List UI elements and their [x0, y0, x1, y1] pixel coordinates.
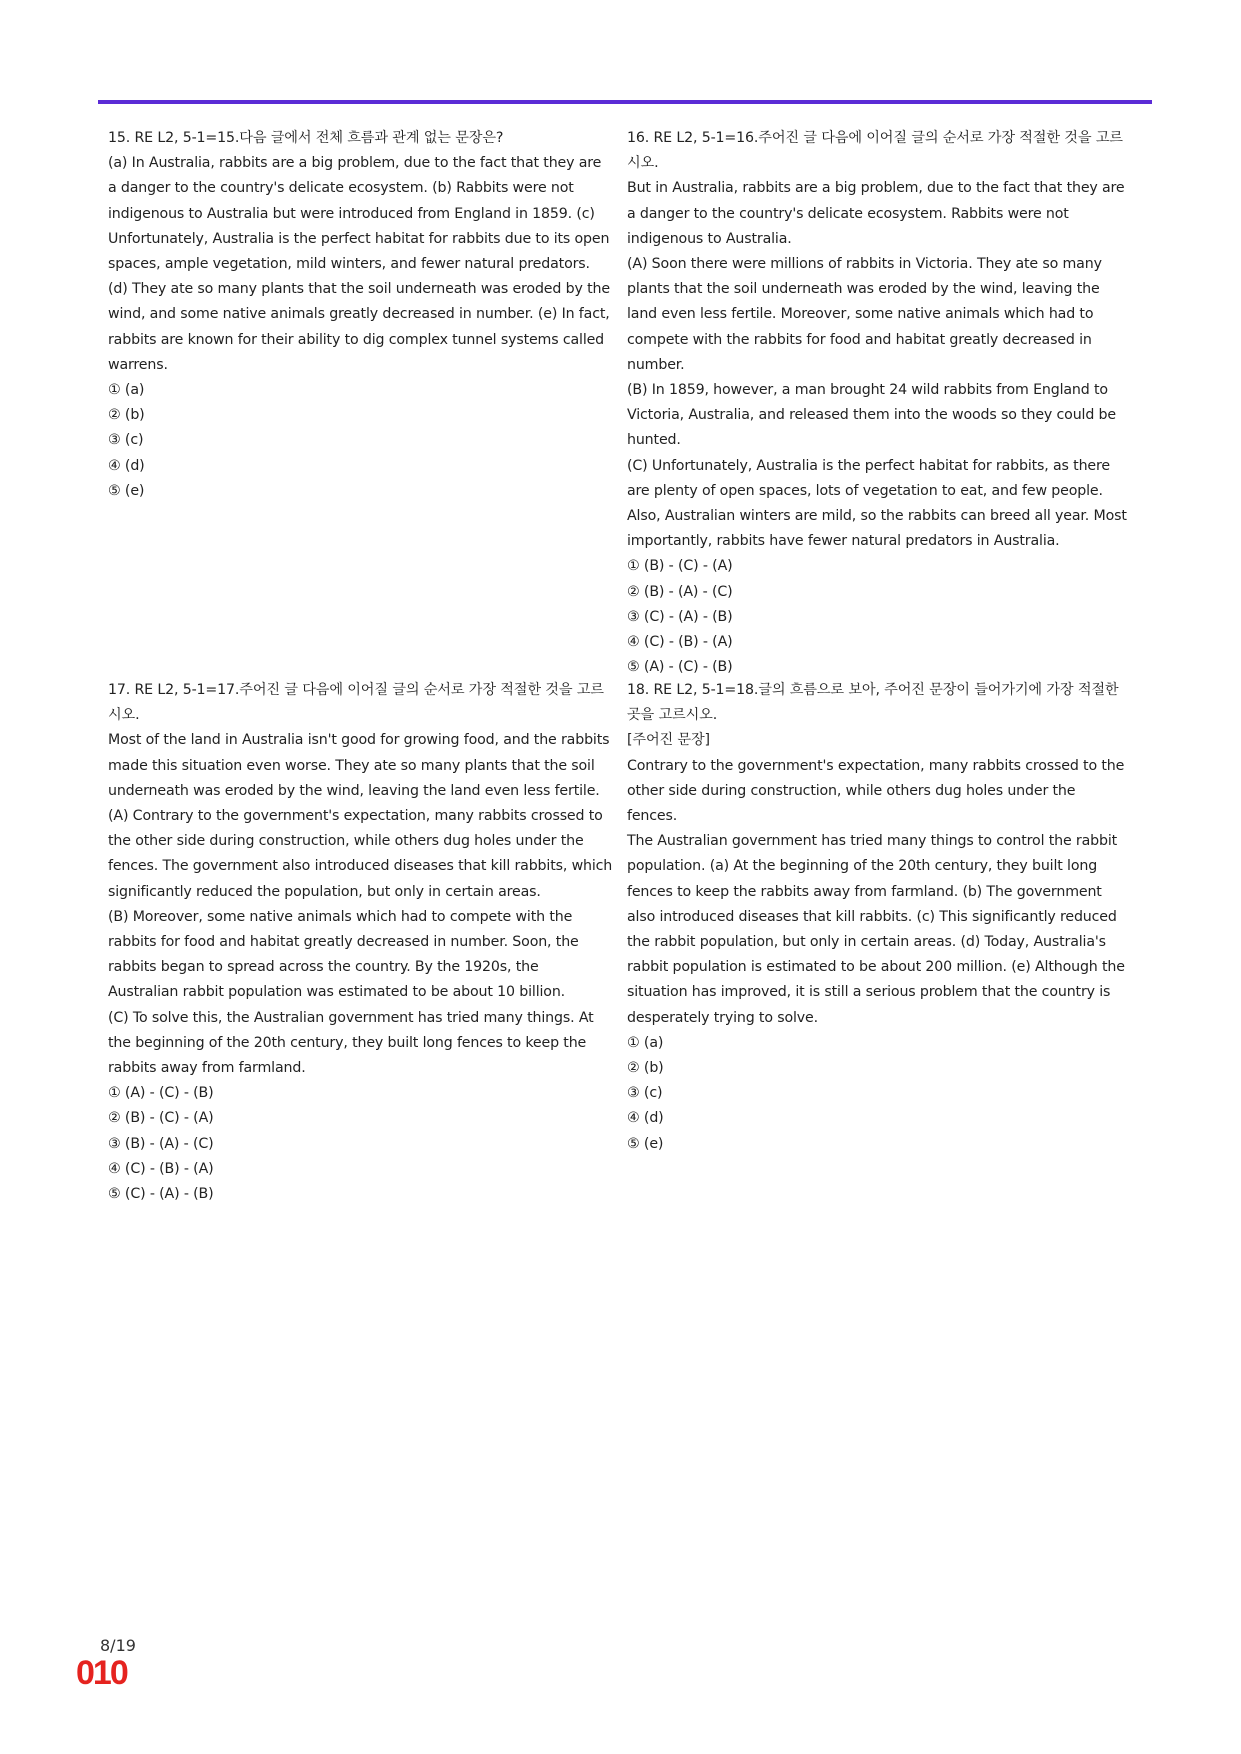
answer-option[interactable]: ④ (d): [627, 1110, 664, 1127]
answer-option[interactable]: ① (A) - (C) - (B): [108, 1085, 214, 1102]
question-paragraph-b: (B) In 1859, however, a man brought 24 wild rabbits from England to Victoria, Australia, and released them into the woods so they could be hunted.: [627, 382, 1116, 449]
answer-option[interactable]: ③ (B) - (A) - (C): [108, 1135, 214, 1152]
answer-option[interactable]: ② (b): [627, 1060, 664, 1077]
question-title: 15. RE L2, 5-1=15.다음 글에서 전체 흐름과 관계 없는 문장은?: [108, 130, 504, 146]
publisher-logo: 010: [76, 1654, 127, 1692]
page-number: 8/19: [100, 1636, 136, 1655]
answer-options: [627, 554, 1127, 680]
question-title: 17. RE L2, 5-1=17.주어진 글 다음에 이어질 글의 순서로 가장 적절한 것을 고르시오.: [108, 682, 604, 724]
answer-option[interactable]: ② (B) - (A) - (C): [627, 583, 733, 600]
question-paragraph-a: (A) Soon there were millions of rabbits in Victoria. They ate so many plants that the soil underneath was eroded by the wind, leaving the land even less fertile. Moreover, some native animals which had to compete with the rabbits for food and habitat greatly decreased in number.: [627, 256, 1102, 373]
question-17: [108, 678, 613, 1207]
answer-options: [108, 378, 613, 504]
answer-options: [627, 1031, 1127, 1157]
answer-option[interactable]: ④ (C) - (B) - (A): [108, 1160, 214, 1177]
question-paragraph-c: (C) Unfortunately, Australia is the perfect habitat for rabbits, as there are plenty of open spaces, lots of vegetation to eat, and few people. Also, Australian winters are mild, so the rabbits can breed all year. Most importantly, rabbits have fewer natural predators in Australia.: [627, 457, 1127, 550]
answer-option[interactable]: ④ (C) - (B) - (A): [627, 634, 733, 651]
answer-option[interactable]: ⑤ (C) - (A) - (B): [108, 1186, 214, 1203]
answer-option[interactable]: ③ (C) - (A) - (B): [627, 608, 733, 625]
given-sentence: Contrary to the government's expectation, many rabbits crossed to the other side during construction, while others dug holes under the fences.: [627, 757, 1125, 825]
question-paragraph-c: (C) To solve this, the Australian government has tried many things. At the beginning of the 20th century, they built long fences to keep the rabbits away from farmland.: [108, 1009, 594, 1077]
answer-option[interactable]: ① (a): [627, 1034, 664, 1051]
question-passage: Most of the land in Australia isn't good for growing food, and the rabbits made this situation even worse. They ate so many plants that the soil underneath was eroded by the wind, leaving the land even less fertile.: [108, 732, 610, 799]
question-paragraph-b: (B) Moreover, some native animals which had to compete with the rabbits for food and habitat greatly decreased in number. Soon, the rabbits began to spread across the country. By the 1920s, the Australian rabbit population was estimated to be about 10 billion.: [108, 908, 579, 1001]
answer-option[interactable]: ⑤ (e): [627, 1135, 664, 1152]
question-16: [627, 126, 1127, 680]
answer-option[interactable]: ④ (d): [108, 457, 145, 474]
question-passage: But in Australia, rabbits are a big problem, due to the fact that they are a danger to the country's delicate ecosystem. Rabbits were not indigenous to Australia.: [627, 180, 1125, 247]
answer-option[interactable]: ② (b): [108, 407, 145, 424]
answer-option[interactable]: ① (a): [108, 382, 145, 399]
question-18: [627, 678, 1127, 1157]
answer-option[interactable]: ② (B) - (C) - (A): [108, 1110, 214, 1127]
header-rule: [98, 100, 1152, 104]
question-passage: The Australian government has tried many things to control the rabbit population. (a) At the beginning of the 20th century, they built long fences to keep the rabbits away from farmland. (b) The government also introduced diseases that kill rabbits. (c) This significantly reduced the rabbit population, but only in certain areas. (d) Today, Australia's rabbit population is estimated to be about 200 million. (e) Although the situation has improved, it is still a serious problem that the country is desperately trying to solve.: [627, 833, 1125, 1026]
answer-option[interactable]: ① (B) - (C) - (A): [627, 558, 733, 575]
question-title: 18. RE L2, 5-1=18.글의 흐름으로 보아, 주어진 문장이 들어가기에 가장 적절한 곳을 고르시오.: [627, 682, 1119, 724]
answer-option[interactable]: ③ (c): [108, 432, 144, 449]
question-paragraph-a: (A) Contrary to the government's expectation, many rabbits crossed to the other side during construction, while others dug holes under the fences. The government also introduced diseases that kill rabbits, which significantly reduced the population, but only in certain areas.: [108, 808, 613, 900]
question-15: [108, 126, 613, 504]
given-sentence-label: [주어진 문장]: [627, 732, 710, 749]
answer-option[interactable]: ⑤ (A) - (C) - (B): [627, 659, 733, 676]
answer-option[interactable]: ③ (c): [627, 1085, 663, 1102]
question-title: 16. RE L2, 5-1=16.주어진 글 다음에 이어질 글의 순서로 가장 적절한 것을 고르시오.: [627, 130, 1123, 172]
question-passage: (a) In Australia, rabbits are a big problem, due to the fact that they are a danger to the country's delicate ecosystem. (b) Rabbits were not indigenous to Australia but were introduced from England in 1859. (c) Unfortunately, Australia is the perfect habitat for rabbits due to its open spaces, ample vegetation, mild winters, and fewer natural predators. (d) They ate so many plants that the soil underneath was eroded by the wind, and some native animals greatly decreased in number. (e) In fact, rabbits are known for their ability to dig complex tunnel systems called warrens.: [108, 155, 610, 373]
answer-option[interactable]: ⑤ (e): [108, 482, 145, 499]
answer-options: [108, 1081, 613, 1207]
